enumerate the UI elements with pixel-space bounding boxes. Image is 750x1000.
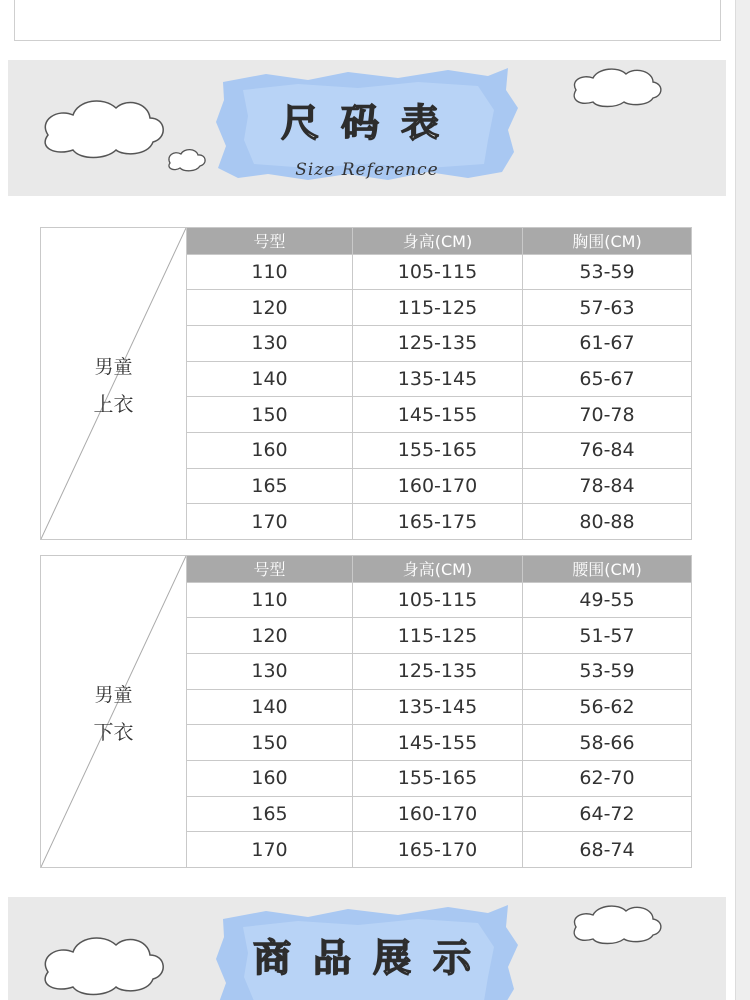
- size-cell: 140: [187, 689, 353, 725]
- column-header: 身高(CM): [353, 556, 523, 583]
- size-cell: 140: [187, 361, 353, 397]
- chest-cell: 70-78: [523, 397, 692, 433]
- waist-cell: 49-55: [523, 582, 692, 618]
- waist-cell: 64-72: [523, 796, 692, 832]
- height-cell: 165-175: [353, 504, 523, 540]
- size-table-tops: [40, 227, 692, 540]
- chest-cell: 80-88: [523, 504, 692, 540]
- chest-cell: 65-67: [523, 361, 692, 397]
- category-label: 男童: [94, 356, 133, 378]
- size-table-bottoms: [40, 555, 692, 868]
- column-header: 号型: [187, 556, 353, 583]
- height-cell: 105-115: [353, 254, 523, 290]
- height-cell: 155-165: [353, 432, 523, 468]
- category-cell: [41, 556, 187, 868]
- waist-cell: 68-74: [523, 832, 692, 868]
- chest-cell: 57-63: [523, 290, 692, 326]
- product-display-banner: [8, 897, 726, 1000]
- section-title: 商品展示: [252, 936, 493, 980]
- size-cell: 170: [187, 504, 353, 540]
- chest-cell: 78-84: [523, 468, 692, 504]
- height-cell: 145-155: [353, 725, 523, 761]
- waist-cell: 62-70: [523, 760, 692, 796]
- height-cell: 115-125: [353, 290, 523, 326]
- column-header: 身高(CM): [353, 228, 523, 255]
- column-header: 号型: [187, 228, 353, 255]
- category-label: 男童: [94, 684, 133, 706]
- waist-cell: 56-62: [523, 689, 692, 725]
- height-cell: 115-125: [353, 618, 523, 654]
- size-cell: 120: [187, 618, 353, 654]
- size-cell: 130: [187, 325, 353, 361]
- waist-cell: 51-57: [523, 618, 692, 654]
- right-edge-strip: [735, 0, 750, 1000]
- section-title: 尺码表: [280, 101, 461, 145]
- size-cell: 150: [187, 725, 353, 761]
- size-cell: 165: [187, 796, 353, 832]
- size-cell: 170: [187, 832, 353, 868]
- height-cell: 105-115: [353, 582, 523, 618]
- size-cell: 110: [187, 582, 353, 618]
- column-header: 腰围(CM): [523, 556, 692, 583]
- size-reference-banner: [8, 60, 726, 196]
- waist-cell: 58-66: [523, 725, 692, 761]
- category-label: 下衣: [93, 720, 134, 744]
- height-cell: 125-135: [353, 325, 523, 361]
- height-cell: 135-145: [353, 361, 523, 397]
- chest-cell: 61-67: [523, 325, 692, 361]
- height-cell: 160-170: [353, 796, 523, 832]
- diagonal-divider: [41, 556, 186, 867]
- waist-cell: 53-59: [523, 653, 692, 689]
- size-cell: 160: [187, 760, 353, 796]
- size-cell: 110: [187, 254, 353, 290]
- size-cell: 120: [187, 290, 353, 326]
- size-cell: 150: [187, 397, 353, 433]
- height-cell: 135-145: [353, 689, 523, 725]
- height-cell: 145-155: [353, 397, 523, 433]
- size-cell: 130: [187, 653, 353, 689]
- height-cell: 160-170: [353, 468, 523, 504]
- height-cell: 165-170: [353, 832, 523, 868]
- column-header: 胸围(CM): [523, 228, 692, 255]
- height-cell: 125-135: [353, 653, 523, 689]
- section-subtitle: Size Reference: [295, 160, 439, 180]
- size-cell: 160: [187, 432, 353, 468]
- category-cell: [41, 228, 187, 540]
- size-cell: 165: [187, 468, 353, 504]
- diagonal-divider: [41, 228, 186, 539]
- chest-cell: 76-84: [523, 432, 692, 468]
- previous-section-box: [14, 0, 721, 41]
- category-label: 上衣: [93, 392, 134, 416]
- height-cell: 155-165: [353, 760, 523, 796]
- chest-cell: 53-59: [523, 254, 692, 290]
